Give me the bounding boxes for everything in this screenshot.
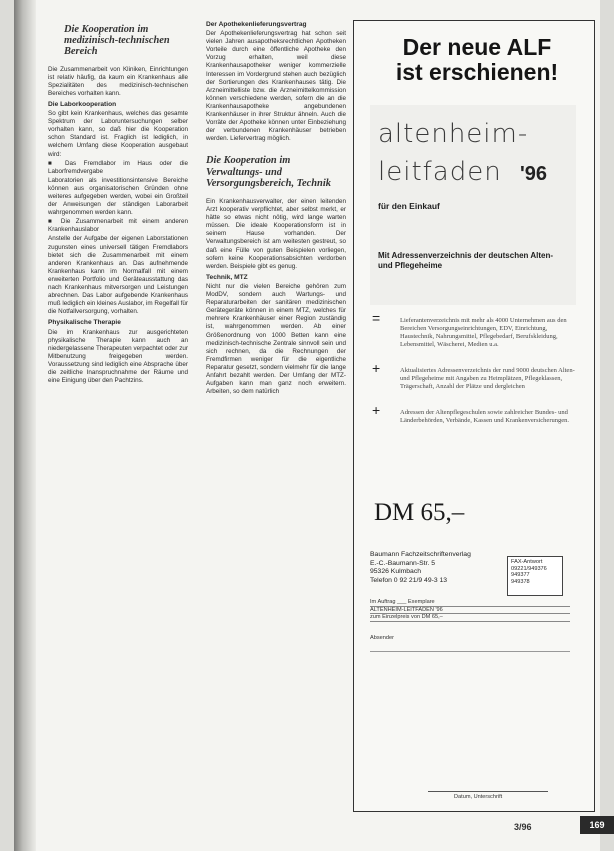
feature-text: Adressen der Altenpflegeschulen sowie zahlreicher Bundes- und Länderbehörden, Verbände, Kassen und Krankenversicherungen.	[400, 409, 569, 424]
feature-list	[370, 310, 580, 443]
logo-word-2: leitfaden	[378, 157, 502, 187]
product-logo	[370, 105, 576, 245]
fax-line: 949378	[511, 578, 530, 585]
logo-word-1: altenheim-	[378, 119, 529, 149]
paragraph: Anstelle der Aufgabe der eigenen Laborstationen zugunsten eines universell tätigen Fremdlabors bietet sich die Zusammenarbeit mit einem anderen Krankenhaus an. Das aufnehmende Krankenhaus kann im Normalfall mit einem erweiterten Portfolio und Geräteausstattung das nach Krankenhaus mitversorgen und Leistungen abrechnen. Das Labor aufgebende Krankenhaus muß lediglich ein kleines Auslabor, im Regelfall für die Notfallversorgung, vorhalten.	[48, 235, 188, 316]
intro-paragraph: Die Zusammenarbeit von Kliniken, Einrichtungen ist relativ häufig, da kaum ein Krankenhaus alle Spezialitäten des medizinisch-technischen Bereiches vorhalten kann.	[48, 65, 188, 97]
sender-label: Absender	[370, 635, 394, 641]
publisher-line: Baumann Fachzeitschriftenverlag	[370, 551, 471, 558]
paragraph: Ein Krankenhausverwalter, der einen leitenden Arzt kooperativ verpflichtet, aber selbst merkt, er hätte so etwas nicht nötig, wird lange warten müssen. Die ideale Kooperationsform ist in seinem Hause vorhanden. Der Verwaltungsbereich ist am weitesten gestreut, so daß eine Fülle von guten Beispielen vorliegen, sofern keine Kooperationsabsichten verdorben werden. Beispiele gibt es genug.	[206, 198, 346, 270]
page-number: 169	[580, 816, 614, 834]
order-line: Im Auftrag ___ Exemplare	[370, 599, 570, 607]
magazine-page	[14, 0, 605, 851]
ad-headline-line-2: ist erschienen!	[395, 59, 559, 85]
binding-shadow	[14, 0, 36, 851]
publisher-line: Telefon 0 92 21/9 49-3 13	[370, 576, 448, 584]
publisher-line: 95326 Kulmbach	[370, 568, 422, 575]
article-title: Die Kooperation im medizinisch-technischen Bereich	[64, 24, 170, 58]
article-title: Die Kooperation im Verwaltungs- und Versorgungsbereich, Technik	[206, 155, 331, 189]
section-heading: Technik, MTZ	[206, 273, 248, 281]
paragraph: Der Apothekenlieferungsvertrag hat schon seit vielen Jahren ausapotheksrechtlichen Apotheken Vorteile durch eine öffentliche Apotheke den Vorzug erhalten, weil diese Krankenhausapotheker weniger kommerzielle Interessen im Vordergrund stehen auch bezüglich der Sortierungen des Krankenhauses tätig. Die Arzneimittelliste bzw. die Arzneimittelkommission können verschiedene werden, sofern die an die Krankenhausapotheke angebundenen Krankenhäuser in ihrer Struktur ähneln. Auch die Vorräte der Apotheke können unter Einbeziehung der verbundenen Krankenhäuser betrieben werden. Liefervertrag möglich.	[206, 30, 346, 143]
feature-item	[370, 360, 580, 391]
issue-number: 3/96	[514, 822, 532, 832]
feature-item	[370, 402, 580, 425]
paragraph: Nicht nur die vielen Bereiche gehören zum ModDV, sondern auch Wartungs- und Reparaturarbeiten der sanitären medizinischen Gerätegeräte können in einem MTZ, welches für mehrere Krankenhäuser einer Region zuständig ist, wahrgenommen werden. Ab einer Größenordnung von 1000 Betten kann eine medizinisch-technische Zentrale sinnvoll sein und sich rechnen, da die Rechnungen der Fremdfirmen weniger für die eigentliche Reparatur gesetzt, sondern vielmehr für die lange Anfahrt bezahlt werden. Der Umfang der MTZ-Aufgaben kann man ganz noch erweitern. Arbeiten, so dem natürlich	[206, 282, 346, 396]
publisher-address	[370, 551, 500, 585]
plus-icon: +	[372, 402, 381, 418]
ad-headline-line-1: Der neue ALF	[402, 34, 552, 60]
fax-line: 949377	[511, 572, 530, 579]
middle-column	[206, 18, 346, 397]
publisher-line: E.-C.-Baumann-Str. 5	[370, 559, 435, 567]
price: DM 65,–	[374, 499, 465, 526]
feature-text: Lieferantenverzeichnis mit mehr als 4000 Unternehmen aus den Bereichen Versorgungseinrichtungen, EDV, Einrichtung, Haustechnik, Nahrungsmittel, Pflegebedarf, Berufskleidung, Lebensmittel, Wäscherei, Medien u.a.	[400, 317, 567, 348]
directory-box	[370, 245, 576, 305]
logo-subtitle: für den Einkauf	[378, 201, 440, 211]
left-article	[48, 24, 188, 386]
order-form	[370, 599, 570, 622]
equals-icon: =	[372, 310, 381, 326]
advertisement	[353, 20, 595, 812]
paragraph: ■ Die Zusammenarbeit mit einem anderen Krankenhauslabor	[48, 218, 188, 234]
directory-text: Mit Adressenverzeichnis der deutschen Alten- und Pflegeheime	[378, 251, 554, 270]
section-heading: Physikalische Therapie	[48, 319, 121, 327]
fax-line: 09221/949376	[511, 565, 547, 572]
section-heading: Der Apothekenlieferungsvertrag	[206, 21, 307, 28]
signature-label: Datum, Unterschrift	[454, 794, 503, 800]
logo-year: '96	[520, 163, 548, 185]
feature-item	[370, 310, 580, 349]
ad-headline	[372, 35, 582, 85]
section-heading: Die Laborkooperation	[48, 100, 117, 108]
order-line: zum Einzelpreis von DM 65,–	[370, 614, 570, 622]
plus-icon: +	[372, 360, 381, 376]
fax-box	[507, 556, 563, 596]
fax-line: FAX-Antwort	[511, 559, 543, 565]
sender-field	[370, 651, 570, 652]
signature-field	[428, 791, 548, 792]
feature-text: Aktualisiertes Adressenverzeichnis der rund 9000 deutschen Alten- und Pflegeheime mit Angaben zu Heimplätzen, Pflegeklassen, Trägerschaft, Anzahl der Plätze und dergleichen	[400, 367, 575, 390]
paragraph: So gibt kein Krankenhaus, welches das gesamte Spektrum der Laboruntersuchungen selber vorhalten kann, so daß hier die Kooperation schon Standard ist. Fraglich ist lediglich, in welchem Umfang diese Kooperation ausgebaut wird:	[48, 110, 188, 158]
order-line: ALTENHEIM-LEITFADEN '96	[370, 607, 570, 615]
paragraph: Die im Krankenhaus zur ausgerichteten physikalische Therapie kann auch an niedergelassene Therapeuten verpachtet oder zur Mitbenutzung freigegeben werden. Voraussetzung sind lediglich eine Absprache über die zeitliche Inanspruchnahme der Räume und eine Einigung über den Pachtzins.	[48, 328, 188, 385]
paragraph: ■ Das Fremdlabor im Haus oder die Laborfremdvergabe	[48, 159, 188, 175]
paragraph: Laboratorien als investitionsintensive Bereiche können aus organisatorischen Gründen ohne weiteres aufgegeben werden, wobei ein Großteil der Anweisungen der ständigen Laborarbeit wahrgenommen werden kann.	[48, 176, 188, 217]
